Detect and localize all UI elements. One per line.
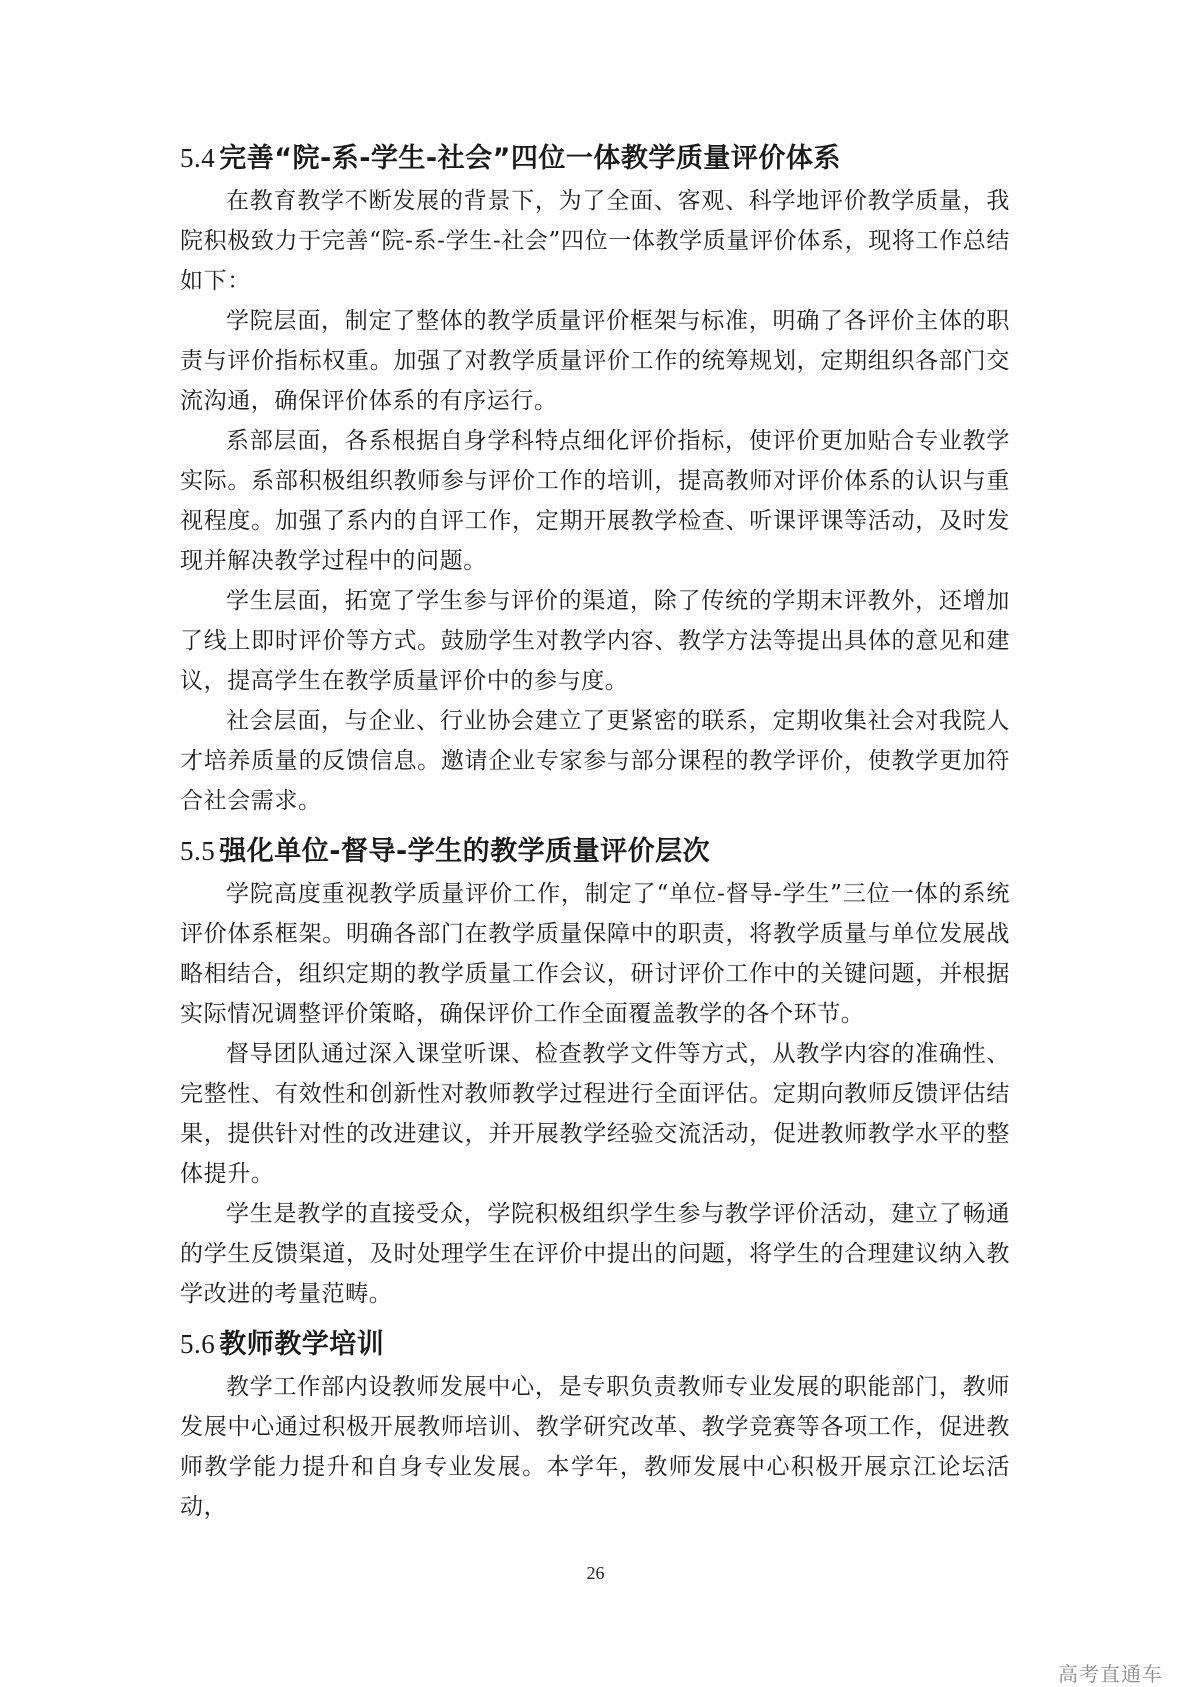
paragraph: 学院高度重视教学质量评价工作，制定了“单位-督导-学生”三位一体的系统评价体系框架。明确各部门在教学质量保障中的职责，将教学质量与单位发展战略相结合，组织定期的教学质量工作会议，研讨评价工作中的关键问题，并根据实际情况调整评价策略，确保评价工作全面覆盖教学的各个环节。 [180,881,1010,1027]
paragraph: 学院层面，制定了整体的教学质量评价框架与标准，明确了各评价主体的职责与评价指标权重。加强了对教学质量评价工作的统筹规划，定期组织各部门交流沟通，确保评价体系的有序运行。 [180,308,1010,414]
paragraph: 学生是教学的直接受众，学院积极组织学生参与教学评价活动，建立了畅通的学生反馈渠道，及时处理学生在评价中提出的问题，将学生的合理建议纳入教学改进的考量范畴。 [180,1201,1010,1307]
section-5-4 [180,138,1010,821]
paragraph: 社会层面，与企业、行业协会建立了更紧密的联系，定期收集社会对我院人才培养质量的反馈信息。邀请企业专家参与部分课程的教学评价，使教学更加符合社会需求。 [180,708,1010,814]
section-heading [180,1324,1010,1365]
section-number: 5.5 [180,836,216,866]
section-spacer [180,821,1010,831]
section-number: 5.6 [180,1329,216,1359]
watermark: 高考直通车 [1058,1662,1163,1686]
document-body [180,138,1010,1527]
paragraph: 教学工作部内设教师发展中心，是专职负责教师专业发展的职能部门，教师发展中心通过积极开展教师培训、教学研究改革、教学竞赛等各项工作，促进教师教学能力提升和自身专业发展。本学年，教师发展中心积极开展京江论坛活动， [180,1374,1010,1520]
paragraph: 督导团队通过深入课堂听课、检查教学文件等方式，从教学内容的准确性、完整性、有效性和创新性对教师教学过程进行全面评估。定期向教师反馈评估结果，提供针对性的改进建议，并开展教学经验交流活动，促进教师教学水平的整体提升。 [180,1041,1010,1187]
section-5-6 [180,1324,1010,1527]
section-title: 完善“院-系-学生-社会”四位一体教学质量评价体系 [219,143,841,174]
paragraph: 学生层面，拓宽了学生参与评价的渠道，除了传统的学期末评教外，还增加了线上即时评价等方式。鼓励学生对教学内容、教学方法等提出具体的意见和建议，提高学生在教学质量评价中的参与度。 [180,588,1010,694]
section-heading [180,831,1010,872]
paragraph: 系部层面，各系根据自身学科特点细化评价指标，使评价更加贴合专业教学实际。系部积极组织教师参与评价工作的培训，提高教师对评价体系的认识与重视程度。加强了系内的自评工作，定期开展教学检查、听课评课等活动，及时发现并解决教学过程中的问题。 [180,428,1010,574]
section-title: 教师教学培训 [219,1329,385,1360]
section-5-5 [180,831,1010,1314]
section-spacer [180,1314,1010,1324]
paragraph: 在教育教学不断发展的背景下，为了全面、客观、科学地评价教学质量，我院积极致力于完善“院-系-学生-社会”四位一体教学质量评价体系，现将工作总结如下： [180,188,1010,294]
page-number: 26 [586,1563,605,1583]
section-number: 5.4 [180,143,216,173]
section-title: 强化单位-督导-学生的教学质量评价层次 [219,836,711,867]
section-heading [180,138,1010,179]
